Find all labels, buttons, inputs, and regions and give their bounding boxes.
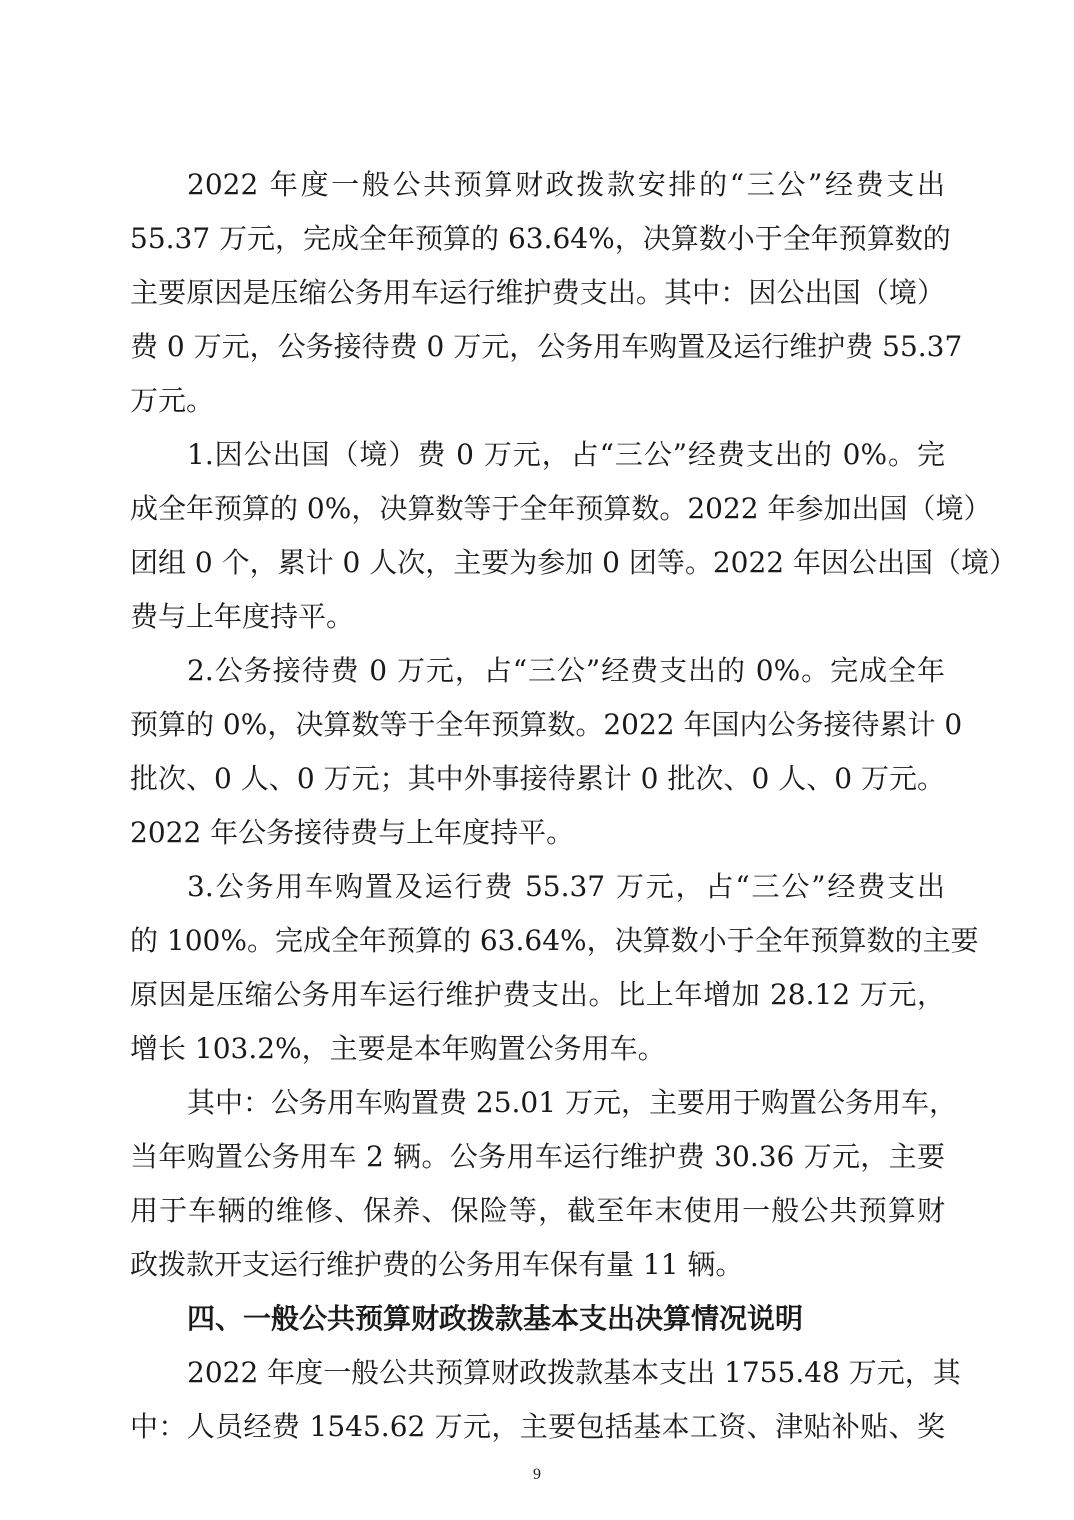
- text-line: 2022 年度一般公共预算财政拨款基本支出 1755.48 万元，其: [187, 1356, 961, 1389]
- text-line: 当年购置公务用车 2 辆。公务用车运行维护费 30.36 万元，主要: [130, 1140, 945, 1173]
- text-line: 中：人员经费 1545.62 万元，主要包括基本工资、津贴补贴、奖: [130, 1410, 945, 1443]
- text-line: 55.37 万元，完成全年预算的 63.64%，决算数小于全年预算数的: [130, 222, 951, 255]
- text-line: 批次、0 人、0 万元；其中外事接待累计 0 批次、0 人、0 万元。: [130, 762, 945, 795]
- text-line: 其中：公务用车购置费 25.01 万元，主要用于购置公务用车，: [187, 1086, 957, 1119]
- text-line: 3.公务用车购置及运行费 55.37 万元，占“三公”经费支出: [187, 870, 945, 903]
- page-number: 9: [533, 1466, 541, 1483]
- text-line: 的 100%。完成全年预算的 63.64%，决算数小于全年预算数的主要: [130, 924, 979, 957]
- section-heading: 四、一般公共预算财政拨款基本支出决算情况说明: [187, 1302, 804, 1335]
- text-line: 万元。: [130, 384, 215, 417]
- text-line: 用于车辆的维修、保养、保险等，截至年末使用一般公共预算财: [130, 1194, 945, 1227]
- text-line: 2.公务接待费 0 万元，占“三公”经费支出的 0%。完成全年: [187, 654, 945, 687]
- text-line: 团组 0 个，累计 0 人次，主要为参加 0 团等。2022 年因公出国（境）: [130, 546, 1018, 579]
- text-line: 政拨款开支运行维护费的公务用车保有量 11 辆。: [130, 1248, 744, 1281]
- text-line: 2022 年公务接待费与上年度持平。: [130, 816, 575, 849]
- text-line: 1.因公出国（境）费 0 万元，占“三公”经费支出的 0%。完: [187, 438, 945, 471]
- text-line: 费与上年度持平。: [130, 600, 355, 633]
- text-line: 主要原因是压缩公务用车运行维护费支出。其中：因公出国（境）: [130, 276, 945, 309]
- text-line: 预算的 0%，决算数等于全年预算数。2022 年国内公务接待累计 0: [130, 708, 963, 741]
- text-line: 原因是压缩公务用车运行维护费支出。比上年增加 28.12 万元，: [130, 978, 945, 1011]
- text-line: 费 0 万元，公务接待费 0 万元，公务用车购置及运行维护费 55.37: [130, 330, 963, 363]
- text-line: 成全年预算的 0%，决算数等于全年预算数。2022 年参加出国（境）: [130, 492, 992, 525]
- text-line: 增长 103.2%，主要是本年购置公务用车。: [130, 1032, 666, 1065]
- text-line: 2022 年度一般公共预算财政拨款安排的“三公”经费支出: [187, 168, 945, 201]
